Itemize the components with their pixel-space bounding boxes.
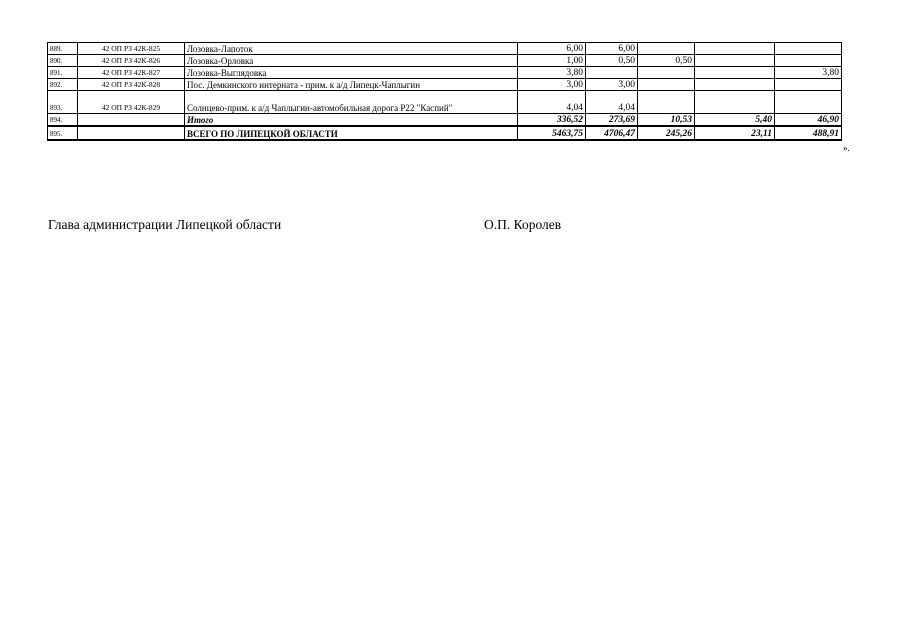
table-row: [48, 114, 842, 127]
length-col2-cell: [586, 67, 638, 79]
row-number-cell: 892.: [48, 79, 78, 91]
table-row: [48, 55, 842, 67]
table-row: [48, 79, 842, 91]
road-code-cell: 42 ОП РЗ 42К-826: [78, 55, 185, 67]
length-col3-cell: [638, 43, 695, 55]
length-col2-cell: 6,00: [586, 43, 638, 55]
length-total-cell: 3,00: [518, 79, 586, 91]
length-col5-cell: [775, 43, 842, 55]
length-col2-cell: 4706,47: [586, 126, 638, 140]
length-col4-cell: [695, 43, 775, 55]
row-number-cell: 893.: [48, 91, 78, 114]
length-total-cell: 1,00: [518, 55, 586, 67]
length-col4-cell: 5,40: [695, 114, 775, 127]
road-register-table: [47, 42, 842, 141]
length-total-cell: 6,00: [518, 43, 586, 55]
length-col5-cell: 46,90: [775, 114, 842, 127]
length-col3-cell: 245,26: [638, 126, 695, 140]
road-name-cell: Итого: [185, 114, 518, 127]
road-code-cell: 42 ОП РЗ 42К-828: [78, 79, 185, 91]
table-row: [48, 67, 842, 79]
length-col3-cell: [638, 79, 695, 91]
length-col4-cell: [695, 79, 775, 91]
length-col5-cell: [775, 55, 842, 67]
row-number-cell: 889.: [48, 43, 78, 55]
closing-quote-mark: ».: [843, 143, 850, 153]
length-col5-cell: 3,80: [775, 67, 842, 79]
road-code-cell: 42 ОП РЗ 42К-827: [78, 67, 185, 79]
table-row: [48, 91, 842, 114]
length-col4-cell: 23,11: [695, 126, 775, 140]
length-total-cell: 3,80: [518, 67, 586, 79]
row-number-cell: 894.: [48, 114, 78, 127]
length-col5-cell: 488,91: [775, 126, 842, 140]
table-row: [48, 126, 842, 140]
road-code-cell: 42 ОП РЗ 42К-825: [78, 43, 185, 55]
length-col2-cell: 273,69: [586, 114, 638, 127]
row-number-cell: 891.: [48, 67, 78, 79]
road-code-cell: [78, 114, 185, 127]
length-total-cell: 5463,75: [518, 126, 586, 140]
road-code-cell: 42 ОП РЗ 42К-829: [78, 91, 185, 114]
length-col4-cell: [695, 91, 775, 114]
length-col3-cell: 10,53: [638, 114, 695, 127]
length-col2-cell: 0,50: [586, 55, 638, 67]
road-name-cell: Пос. Демкинского интерната - прим. к а/д Липецк-Чаплыгин: [185, 79, 518, 91]
road-name-cell: Солнцево-прим. к а/д Чаплыгин-автомобильная дорога Р22 "Каспий": [185, 91, 518, 114]
length-col2-cell: 3,00: [586, 79, 638, 91]
table-row: [48, 43, 842, 55]
length-col5-cell: [775, 91, 842, 114]
road-name-cell: Лозовка-Лапоток: [185, 43, 518, 55]
length-col4-cell: [695, 55, 775, 67]
road-name-cell: Лозовка-Орловка: [185, 55, 518, 67]
row-number-cell: 890.: [48, 55, 78, 67]
length-total-cell: 4,04: [518, 91, 586, 114]
length-col5-cell: [775, 79, 842, 91]
length-col2-cell: 4,04: [586, 91, 638, 114]
road-name-cell: Лозовка-Выглядовка: [185, 67, 518, 79]
row-number-cell: 895.: [48, 126, 78, 140]
length-total-cell: 336,52: [518, 114, 586, 127]
road-code-cell: [78, 126, 185, 140]
length-col3-cell: 0,50: [638, 55, 695, 67]
signature-position-title: Глава администрации Липецкой области: [48, 217, 282, 232]
length-col4-cell: [695, 67, 775, 79]
road-name-cell: ВСЕГО ПО ЛИПЕЦКОЙ ОБЛАСТИ: [185, 126, 518, 140]
signature-person-name: О.П. Королев: [484, 217, 562, 232]
length-col3-cell: [638, 67, 695, 79]
length-col3-cell: [638, 91, 695, 114]
